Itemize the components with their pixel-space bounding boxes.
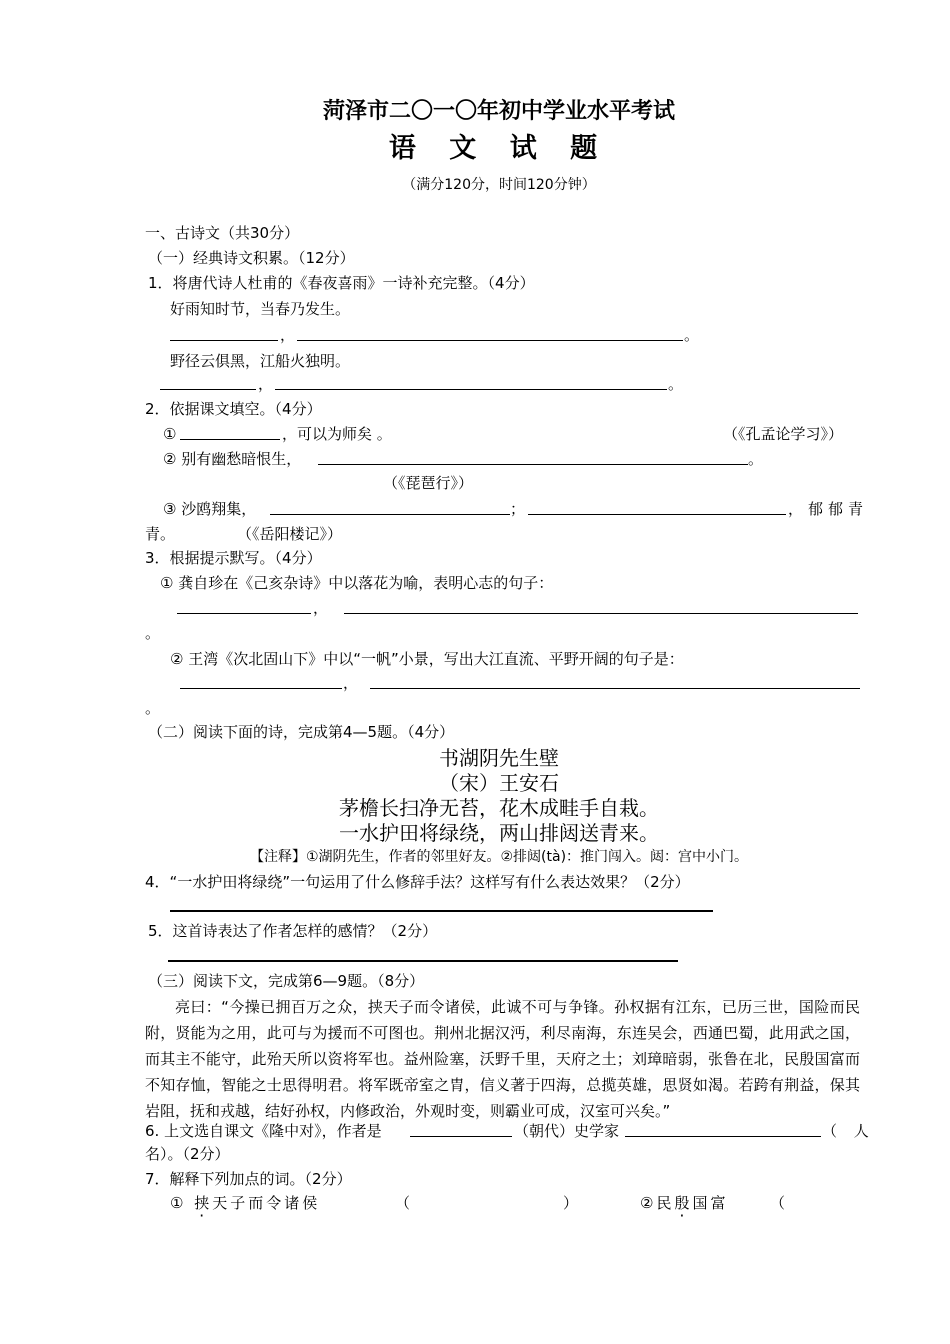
q7-prompt: 7．解释下列加点的词。（2分） [145,1170,352,1188]
period: 。 [684,326,700,344]
q2-item3-source: （《岳阳楼记》） [237,525,343,543]
poem-author: （宋）王安石 [439,771,559,795]
exam-title: 菏泽市二〇一〇年初中学业水平考试 [322,99,675,124]
poem-line-1: 茅檐长扫净无苔，花木成畦手自栽。 [339,796,659,820]
period: 。 [145,699,161,717]
q2-item3-text: ③ 沙鸥翔集， [163,500,257,518]
q3-blank-3[interactable] [180,688,342,689]
q2-blank-4[interactable] [528,514,786,515]
q2-item2-text: ② 别有幽愁暗恨生， [163,450,302,468]
part3-heading: （三）阅读下文，完成第6—9题。（8分） [148,972,425,990]
q1-blank-1[interactable] [170,340,278,341]
poem-note: 【注释】①湖阴先生，作者的邻里好友。②排闼(tà)：推门闯入。闼：宫中小门。 [249,849,749,865]
poem-title: 书湖阴先生壁 [439,746,559,770]
q3-prompt: 3．根据提示默写。（4分） [145,549,322,567]
q7-item2-rest: 国富 [692,1194,729,1212]
q7-item1 [170,1193,320,1213]
q2-blank-1[interactable] [180,439,280,440]
exam-info: （满分120分，时间120分钟） [402,177,596,193]
section-heading: 一、古诗文（共30分） [145,224,300,242]
part1-heading: （一）经典诗文积累。（12分） [148,249,355,267]
q7-item2-pre: ②民 [640,1194,675,1212]
q2-blank-3[interactable] [270,514,510,515]
q7-answer-close-paren: ） [563,1194,579,1212]
q3-item1: ① 龚自珍在《己亥杂诗》中以落花为喻，表明心志的句子： [160,574,554,592]
q2-item3-tail2: 青。 [145,525,176,543]
q2-item1-source: （《孔孟论学习》） [723,425,844,443]
q1-blank-4[interactable] [275,389,667,390]
comma: ， [280,326,296,344]
q2-item1-text: ，可以为师矣 。 [282,425,392,443]
q7-item1-num: ① [170,1194,195,1212]
period: 。 [145,624,161,642]
q3-item2: ② 王湾《次北固山下》中以“一帆”小景，写出大江直流、平野开阔的句子是： [170,650,684,668]
subject-title: 语 文 试 题 [388,133,610,164]
q2-item3-tail: ，郁郁青 [788,500,869,518]
comma: ， [343,674,359,692]
q3-blank-2[interactable] [344,613,858,614]
period: 。 [748,450,764,468]
q7-item2 [640,1193,728,1213]
part2-heading: （二）阅读下面的诗，完成第4—5题。（4分） [148,723,455,741]
q1-line2: 野径云俱黑，江船火独明。 [170,352,351,370]
q6-text-b: （朝代）史学家 [514,1122,620,1140]
poem-line-2: 一水护田将绿绕，两山排闼送青来。 [339,821,659,845]
q7-item1-rest: 天子而令诸侯 [212,1194,321,1212]
q4-prompt: 4．“一水护田将绿绕”一句运用了什么修辞手法？这样写有什么表达效果？（2分） [145,873,690,891]
q3-blank-1[interactable] [177,613,311,614]
q6-text-a: 6. 上文选自课文《隆中对》，作者是 [145,1122,382,1140]
comma: ， [313,599,329,617]
q6-text-d: 名）。（2分） [145,1145,230,1163]
q7-item1-dotted-word: 挟 [194,1194,213,1212]
q5-answer-line[interactable] [168,960,678,962]
q6-blank-1[interactable] [410,1136,512,1137]
passage: 亮曰：“今操已拥百万之众，挟天子而令诸侯，此诚不可与争锋。孙权据有江东，已历三世，国险而民附，贤能为之用，此可与为援而不可图也。荆州北据汉沔，利尽南海，东连吴会，西通巴蜀，此用武之国，而其主不能守，此殆天所以资将军也。益州险塞，沃野千里，天府之土；刘璋暗弱，张鲁在北，民殷国富而不知存恤，智能之士思得明君。将军既帝室之胄，信义著于四海，总揽英雄，思贤如渴。若跨有荆益，保其岩阻，抚和戎越，结好孙权，内修政治，外观时变，则霸业可成，汉室可兴矣。” [145,998,860,1120]
q7-answer2-open-paren[interactable]: （ [770,1194,786,1212]
q2-item1-num: ① [163,425,177,443]
period: 。 [668,375,684,393]
q2-item2-source: （《琵琶行》） [383,474,474,492]
comma: ， [258,375,274,393]
q1-prompt: 1．将唐代诗人杜甫的《春夜喜雨》一诗补充完整。（4分） [148,274,535,292]
q1-blank-2[interactable] [297,340,683,341]
q7-answer-open-paren[interactable]: （ [395,1194,411,1212]
q2-prompt: 2．依据课文填空。（4分） [145,400,322,418]
q1-line1: 好雨知时节，当春乃发生。 [170,300,351,318]
q6-blank-2[interactable] [625,1136,821,1137]
q7-item2-dotted-word: 殷 [674,1194,693,1212]
q3-blank-4[interactable] [370,688,860,689]
q5-prompt: 5．这首诗表达了作者怎样的感情？（2分） [148,922,438,940]
semicolon: ； [510,500,526,518]
q2-blank-2[interactable] [318,464,748,465]
q6-text-c: （ 人 [822,1122,875,1140]
q1-blank-3[interactable] [160,389,256,390]
q4-answer-line[interactable] [170,910,713,912]
